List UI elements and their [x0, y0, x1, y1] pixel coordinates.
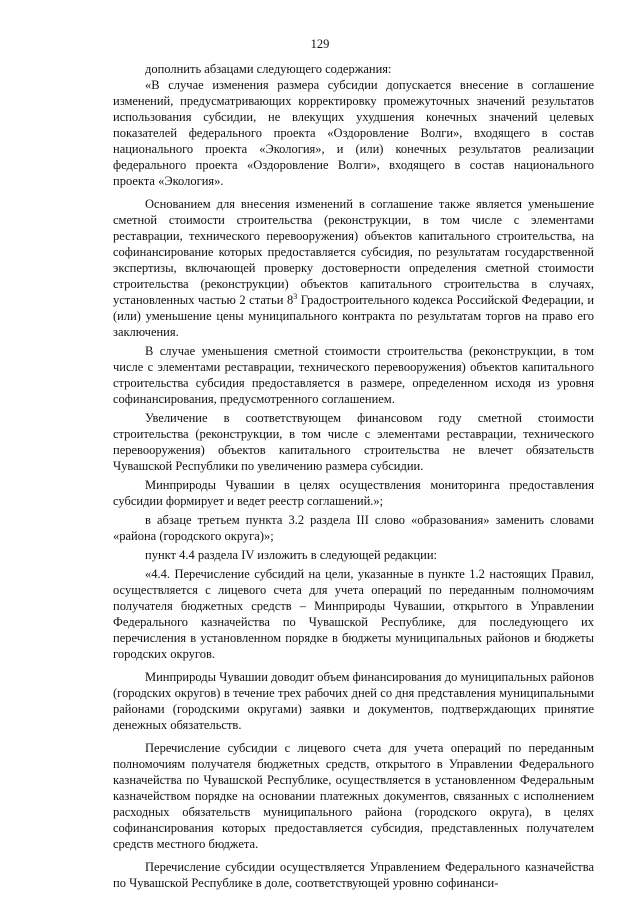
page-number: 129	[310, 37, 330, 51]
paragraph-item-4-4-heading: пункт 4.4 раздела IV изложить в следующей редакции:	[145, 548, 437, 562]
paragraph-item-4-4: «4.4. Перечисление субсидий на цели, указанные в пункте 1.2 настоящих Правил, осуществляется с лицевого счета для учета операций по переданным полномочиям получателя бюджетных средств – Минприроды Чувашии, открытого в Управлении Федерального казначейства по Чувашской Республике, для последующего их перечисления в установленном порядке в бюджеты муниципальных районов и бюджеты городских округов.	[113, 567, 594, 661]
superscript-article: 3	[293, 292, 298, 301]
document-body	[113, 61, 594, 891]
paragraph-grounds-text-end: Градостроительного кодекса Российской Федерации, и (или) уменьшение цены муниципального контракта по результатам торгов на право его заключения.	[113, 293, 595, 339]
paragraph-agreement-change: «В случае изменения размера субсидии допускается внесение в соглашение изменений, предусматривающих корректировку промежуточных значений результатов использования субсидии, не влекущих ухудшения конечных значений целевых показателей федерального проекта «Оздоровление Волги», входящего в состав национального проекта «Экология», и (или) конечных результатов реализации федерального проекта «Оздоровление Волги», входящего в состав национального проекта «Экология».	[113, 78, 594, 188]
paragraph-cost-decrease: В случае уменьшения сметной стоимости строительства (реконструкции, в том числе с элементами реставрации, технического перевооружения) объектов капитального строительства субсидия предоставляется в размере, определенном исходя из уровня софинансирования, предусмотренного соглашением.	[113, 344, 594, 406]
paragraph-registry: Минприроды Чувашии в целях осуществления мониторинга предоставления субсидии формирует и ведет реестр соглашений.»;	[113, 478, 594, 508]
paragraph-intro: дополнить абзацами следующего содержания:	[145, 62, 392, 76]
paragraph-replace-word: в абзаце третьем пункта 3.2 раздела III слово «образования» заменить словами «района (городского округа)»;	[113, 513, 594, 543]
paragraph-grounds-text: Основанием для внесения изменений в соглашение также является уменьшение сметной стоимости строительства (реконструкции, в том числе с элементами реставрации, технического перевооружения) объектов капитального строительства, на софинансирование которых предоставляется субсидия, по результатам государственной экспертизы, включающей проверку достоверности определения сметной стоимости строительства (реконструкции) объектов капитального строительства в случаях, установленных частью 2 статьи 8	[113, 197, 594, 307]
paragraph-transfer-share: Перечисление субсидии осуществляется Управлением Федерального казначейства по Чувашской Республике в доле, соответствующей уровню софинанси-	[113, 860, 594, 890]
paragraph-transfer: Перечисление субсидии с лицевого счета для учета операций по переданным полномочиям получателя бюджетных средств, открытого в Управлении Федерального казначейства по Чувашской Республике, осуществляется в установленном Федеральным казначейством порядке на основании платежных документов, связанных с исполнением расходных обязательств муниципального района (городского округа), в целях софинансирования которых предоставляется субсидия, представленных получателем средств местного бюджета.	[113, 741, 594, 851]
paragraph-cost-increase: Увеличение в соответствующем финансовом году сметной стоимости строительства (реконструкции, в том числе с элементами реставрации, технического перевооружения) объектов капитального строительства не влечет обязательств Чувашской Республики по увеличению размера субсидии.	[113, 411, 594, 473]
paragraph-grounds	[113, 196, 594, 340]
paragraph-financing: Минприроды Чувашии доводит объем финансирования до муниципальных районов (городских округов) в течение трех рабочих дней со дня представления муниципальными районами (городскими округами) заявки и документов, подтверждающих принятие денежных обязательств.	[113, 670, 594, 732]
